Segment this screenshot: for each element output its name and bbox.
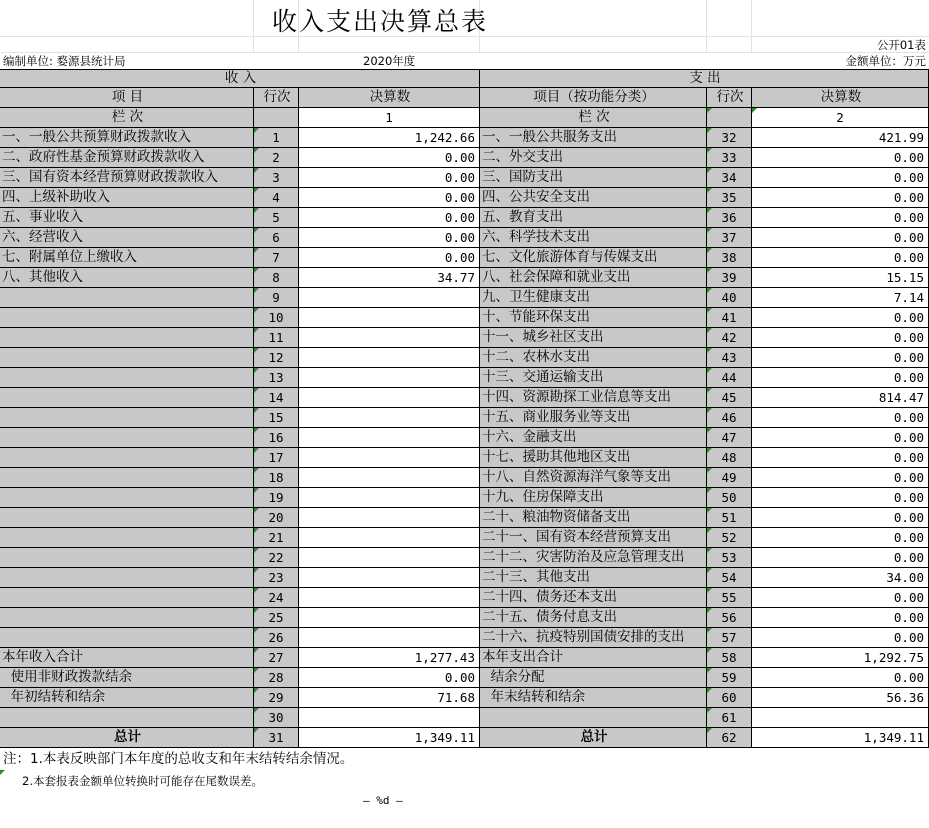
expense-item: 二十五、债务付息支出 <box>480 608 707 628</box>
income-amount <box>299 468 480 488</box>
income-item <box>0 428 254 448</box>
expense-row-no: 47 <box>707 428 752 448</box>
expense-item: 六、科学技术支出 <box>480 228 707 248</box>
income-item: 二、政府性基金预算财政拨款收入 <box>0 148 254 168</box>
income-amount <box>299 348 480 368</box>
col-label-right: 栏 次 <box>480 108 707 128</box>
expense-row-no: 55 <box>707 588 752 608</box>
form-code-row <box>0 37 929 53</box>
column-header-row <box>0 88 929 108</box>
income-row-no: 2 <box>254 148 299 168</box>
income-item: 六、经营收入 <box>0 228 254 248</box>
income-row-no: 28 <box>254 668 299 688</box>
col-label: 栏 次 <box>0 108 254 128</box>
income-amount: 1,277.43 <box>299 648 480 668</box>
expense-row-no: 48 <box>707 448 752 468</box>
expense-row-no: 36 <box>707 208 752 228</box>
org-unit: 编制单位: 婺源县统计局 <box>3 54 126 68</box>
expense-row-no: 42 <box>707 328 752 348</box>
expense-item: 十一、城乡社区支出 <box>480 328 707 348</box>
expense-item: 十九、住房保障支出 <box>480 488 707 508</box>
income-amount <box>299 408 480 428</box>
expense-amount: 0.00 <box>752 468 929 488</box>
income-row-no: 18 <box>254 468 299 488</box>
income-item <box>0 708 254 728</box>
expense-amount: 0.00 <box>752 628 929 648</box>
income-item <box>0 608 254 628</box>
expense-item: 二十二、灾害防治及应急管理支出 <box>480 548 707 568</box>
expense-row-no: 51 <box>707 508 752 528</box>
page-title: 收入支出决算总表 <box>272 7 489 36</box>
income-row-no: 16 <box>254 428 299 448</box>
expense-item: 十、节能环保支出 <box>480 308 707 328</box>
note-row-2 <box>0 770 929 792</box>
income-item <box>0 588 254 608</box>
expense-item: 二、外交支出 <box>480 148 707 168</box>
expense-row-no: 46 <box>707 408 752 428</box>
income-amount: 0.00 <box>299 228 480 248</box>
expense-row-no: 32 <box>707 128 752 148</box>
income-amount <box>299 288 480 308</box>
expense-amount: 0.00 <box>752 188 929 208</box>
meta-row <box>0 53 929 70</box>
col-index-1: 1 <box>299 108 480 128</box>
expense-row-no: 45 <box>707 388 752 408</box>
expense-item: 结余分配 <box>480 668 707 688</box>
income-amount <box>299 588 480 608</box>
expense-amount: 0.00 <box>752 548 929 568</box>
expense-row-no: 33 <box>707 148 752 168</box>
note-2: 2.本套报表金额单位转换时可能存在尾数误差。 <box>0 770 929 792</box>
income-item: 五、事业收入 <box>0 208 254 228</box>
expense-amount: 0.00 <box>752 168 929 188</box>
income-item <box>0 368 254 388</box>
expense-amount: 421.99 <box>752 128 929 148</box>
income-row-no: 23 <box>254 568 299 588</box>
expense-amount: 0.00 <box>752 528 929 548</box>
currency-unit: 金额单位：万元 <box>845 54 926 68</box>
expense-item: 十三、交通运输支出 <box>480 368 707 388</box>
income-amount: 0.00 <box>299 148 480 168</box>
expense-row-no: 38 <box>707 248 752 268</box>
income-amount <box>299 608 480 628</box>
income-item: 四、上级补助收入 <box>0 188 254 208</box>
income-row-no: 15 <box>254 408 299 428</box>
expense-row-no: 35 <box>707 188 752 208</box>
income-amount <box>299 568 480 588</box>
table-row <box>0 308 929 328</box>
income-item <box>0 468 254 488</box>
expense-row-no: 49 <box>707 468 752 488</box>
table-row <box>0 288 929 308</box>
expense-item: 十八、自然资源海洋气象等支出 <box>480 468 707 488</box>
table-row <box>0 208 929 228</box>
amount-header: 决算数 <box>299 88 480 108</box>
table-row <box>0 268 929 288</box>
expense-row-no: 37 <box>707 228 752 248</box>
table-row <box>0 728 929 748</box>
expense-amount: 0.00 <box>752 308 929 328</box>
income-row-no: 14 <box>254 388 299 408</box>
income-amount: 0.00 <box>299 168 480 188</box>
expense-row-no: 50 <box>707 488 752 508</box>
col-index-2: 2 <box>752 108 929 128</box>
item-func-header: 项目（按功能分类） <box>480 88 707 108</box>
column-index-row <box>0 108 929 128</box>
income-header: 收 入 <box>0 70 480 88</box>
income-item <box>0 408 254 428</box>
expense-row-no: 39 <box>707 268 752 288</box>
income-row-no: 26 <box>254 628 299 648</box>
table-row <box>0 368 929 388</box>
expense-amount: 0.00 <box>752 588 929 608</box>
expense-header: 支 出 <box>480 70 929 88</box>
expense-item: 八、社会保障和就业支出 <box>480 268 707 288</box>
expense-amount: 0.00 <box>752 448 929 468</box>
expense-amount: 1,349.11 <box>752 728 929 748</box>
income-row-no: 3 <box>254 168 299 188</box>
amount-header-right: 决算数 <box>752 88 929 108</box>
table-row <box>0 448 929 468</box>
table-row <box>0 588 929 608</box>
expense-item: 十六、金融支出 <box>480 428 707 448</box>
table-row <box>0 248 929 268</box>
expense-amount: 0.00 <box>752 508 929 528</box>
table-row <box>0 428 929 448</box>
income-amount: 71.68 <box>299 688 480 708</box>
expense-row-no: 56 <box>707 608 752 628</box>
expense-row-no: 57 <box>707 628 752 648</box>
table-row <box>0 668 929 688</box>
income-amount <box>299 508 480 528</box>
note-1: 注：1.本表反映部门本年度的总收支和年末结转结余情况。 <box>3 751 354 767</box>
expense-row-no: 59 <box>707 668 752 688</box>
table-row <box>0 128 929 148</box>
expense-item: 总计 <box>480 728 707 748</box>
expense-amount: 0.00 <box>752 228 929 248</box>
income-item: 一、一般公共预算财政拨款收入 <box>0 128 254 148</box>
income-row-no: 27 <box>254 648 299 668</box>
income-item <box>0 328 254 348</box>
income-item: 总计 <box>0 728 254 748</box>
table-row <box>0 348 929 368</box>
income-row-no: 25 <box>254 608 299 628</box>
expense-item: 十五、商业服务业等支出 <box>480 408 707 428</box>
title-row <box>0 0 929 37</box>
table-row <box>0 628 929 648</box>
income-amount: 1,349.11 <box>299 728 480 748</box>
expense-amount: 0.00 <box>752 408 929 428</box>
expense-amount: 0.00 <box>752 208 929 228</box>
income-row-no: 4 <box>254 188 299 208</box>
expense-amount: 0.00 <box>752 668 929 688</box>
income-amount <box>299 428 480 448</box>
expense-item: 十七、援助其他地区支出 <box>480 448 707 468</box>
income-amount <box>299 528 480 548</box>
expense-row-no: 40 <box>707 288 752 308</box>
expense-amount: 56.36 <box>752 688 929 708</box>
income-amount: 0.00 <box>299 208 480 228</box>
income-item <box>0 488 254 508</box>
income-row-no: 9 <box>254 288 299 308</box>
expense-item: 本年支出合计 <box>480 648 707 668</box>
expense-item: 十四、资源勘探工业信息等支出 <box>480 388 707 408</box>
income-amount <box>299 628 480 648</box>
expense-item: 十二、农林水支出 <box>480 348 707 368</box>
income-row-no: 8 <box>254 268 299 288</box>
income-item: 年初结转和结余 <box>0 688 254 708</box>
income-amount <box>299 328 480 348</box>
income-item <box>0 548 254 568</box>
report-year: 2020年度 <box>363 54 416 68</box>
expense-row-no: 52 <box>707 528 752 548</box>
income-item <box>0 348 254 368</box>
expense-item: 四、公共安全支出 <box>480 188 707 208</box>
expense-amount: 7.14 <box>752 288 929 308</box>
income-amount <box>299 368 480 388</box>
income-item <box>0 508 254 528</box>
table-row <box>0 528 929 548</box>
income-row-no: 20 <box>254 508 299 528</box>
expense-item: 二十四、债务还本支出 <box>480 588 707 608</box>
income-row-no: 29 <box>254 688 299 708</box>
expense-item: 年末结转和结余 <box>480 688 707 708</box>
expense-row-no: 61 <box>707 708 752 728</box>
note-row-1 <box>0 748 929 770</box>
income-row-no: 19 <box>254 488 299 508</box>
expense-item: 九、卫生健康支出 <box>480 288 707 308</box>
income-item: 八、其他收入 <box>0 268 254 288</box>
income-amount <box>299 308 480 328</box>
income-row-no: 7 <box>254 248 299 268</box>
table-row <box>0 468 929 488</box>
expense-row-no: 60 <box>707 688 752 708</box>
income-row-no: 24 <box>254 588 299 608</box>
expense-row-no: 58 <box>707 648 752 668</box>
expense-amount: 0.00 <box>752 148 929 168</box>
income-amount <box>299 548 480 568</box>
table-row <box>0 508 929 528</box>
income-item <box>0 528 254 548</box>
expense-row-no: 41 <box>707 308 752 328</box>
income-row-no: 31 <box>254 728 299 748</box>
expense-item: 二十六、抗疫特别国债安排的支出 <box>480 628 707 648</box>
income-item <box>0 568 254 588</box>
income-row-no: 13 <box>254 368 299 388</box>
income-amount: 1,242.66 <box>299 128 480 148</box>
footer-row <box>0 792 929 810</box>
income-item <box>0 308 254 328</box>
expense-item: 五、教育支出 <box>480 208 707 228</box>
table-row <box>0 548 929 568</box>
expense-amount: 0.00 <box>752 428 929 448</box>
table-row <box>0 688 929 708</box>
income-amount <box>299 708 480 728</box>
table-row <box>0 148 929 168</box>
expense-row-no: 44 <box>707 368 752 388</box>
item-header: 项 目 <box>0 88 254 108</box>
expense-amount: 0.00 <box>752 488 929 508</box>
income-item <box>0 448 254 468</box>
table-body <box>0 128 929 748</box>
income-amount: 0.00 <box>299 248 480 268</box>
income-item: 本年收入合计 <box>0 648 254 668</box>
table-row <box>0 188 929 208</box>
expense-amount <box>752 708 929 728</box>
table-row <box>0 168 929 188</box>
expense-row-no: 53 <box>707 548 752 568</box>
income-amount <box>299 448 480 468</box>
table-row <box>0 408 929 428</box>
table-row <box>0 328 929 348</box>
expense-amount: 0.00 <box>752 348 929 368</box>
expense-amount: 814.47 <box>752 388 929 408</box>
expense-amount: 0.00 <box>752 328 929 348</box>
income-amount <box>299 388 480 408</box>
expense-amount: 0.00 <box>752 368 929 388</box>
row-no-header-right: 行次 <box>707 88 752 108</box>
income-row-no: 6 <box>254 228 299 248</box>
table-row <box>0 708 929 728</box>
table-row <box>0 568 929 588</box>
expense-row-no: 43 <box>707 348 752 368</box>
income-row-no: 1 <box>254 128 299 148</box>
row-no-header: 行次 <box>254 88 299 108</box>
form-code: 公开01表 <box>752 37 929 53</box>
expense-item: 二十一、国有资本经营预算支出 <box>480 528 707 548</box>
income-row-no: 22 <box>254 548 299 568</box>
income-row-no: 30 <box>254 708 299 728</box>
table-row <box>0 388 929 408</box>
table-row <box>0 488 929 508</box>
table-row <box>0 648 929 668</box>
expense-amount: 0.00 <box>752 608 929 628</box>
income-item <box>0 288 254 308</box>
income-amount: 34.77 <box>299 268 480 288</box>
income-item: 七、附属单位上缴收入 <box>0 248 254 268</box>
expense-item: 三、国防支出 <box>480 168 707 188</box>
income-row-no: 10 <box>254 308 299 328</box>
expense-item: 七、文化旅游体育与传媒支出 <box>480 248 707 268</box>
income-row-no: 12 <box>254 348 299 368</box>
expense-amount: 15.15 <box>752 268 929 288</box>
income-amount: 0.00 <box>299 668 480 688</box>
table-row <box>0 228 929 248</box>
income-row-no: 5 <box>254 208 299 228</box>
expense-amount: 0.00 <box>752 248 929 268</box>
page-footer: — %d — <box>363 794 403 807</box>
income-item: 使用非财政拨款结余 <box>0 668 254 688</box>
income-row-no: 21 <box>254 528 299 548</box>
income-item <box>0 388 254 408</box>
expense-row-no: 62 <box>707 728 752 748</box>
expense-amount: 34.00 <box>752 568 929 588</box>
expense-amount: 1,292.75 <box>752 648 929 668</box>
expense-row-no: 54 <box>707 568 752 588</box>
expense-item: 一、一般公共服务支出 <box>480 128 707 148</box>
table-row <box>0 608 929 628</box>
income-amount <box>299 488 480 508</box>
income-item <box>0 628 254 648</box>
income-item: 三、国有资本经营预算财政拨款收入 <box>0 168 254 188</box>
expense-item: 二十三、其他支出 <box>480 568 707 588</box>
income-amount: 0.00 <box>299 188 480 208</box>
section-header-row <box>0 70 929 88</box>
income-row-no: 11 <box>254 328 299 348</box>
expense-row-no: 34 <box>707 168 752 188</box>
income-row-no: 17 <box>254 448 299 468</box>
expense-item: 二十、粮油物资储备支出 <box>480 508 707 528</box>
expense-item <box>480 708 707 728</box>
